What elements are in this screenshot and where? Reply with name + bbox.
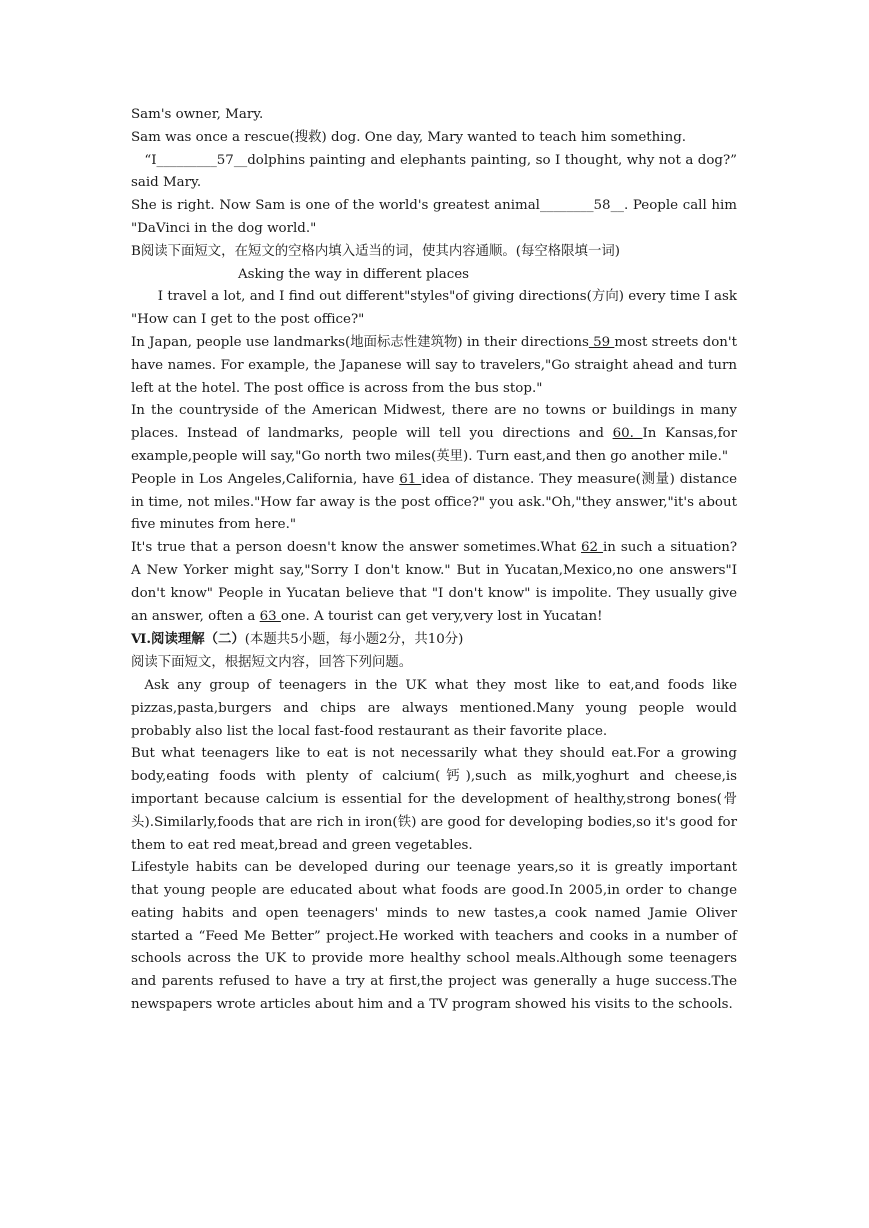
blank-58[interactable]: ________58__ (539, 198, 624, 214)
text-segment: . People call him "DaVinci in the dog world." (131, 198, 737, 236)
paragraph-q62-q63 (131, 537, 737, 628)
blank-62[interactable]: 62 (581, 540, 604, 556)
blank-59[interactable]: 59 (588, 334, 615, 350)
text-segment: idea of distance. They measure(测量) distance in time, not miles."How far away is the post office?" you ask."Oh,"they answer,"it's about five minutes from here." (131, 471, 737, 533)
passage-paragraph: But what teenagers like to eat is not necessarily what they should eat.For a growing body,eating foods with plenty of calcium(钙),such as milk,yoghurt and cheese,is important because calcium is essential for the development of healthy,strong bones(骨头).Similarly,foods that are rich in iron(铁) are good for developing bodies,so it's good for them to eat red meat,bread and green vegetables. (131, 746, 737, 853)
text-segment: In Japan, people use landmarks(地面标志性建筑物) in their directions (131, 334, 589, 350)
blank-60[interactable]: 60. (612, 426, 643, 442)
blank-61[interactable]: 61 (399, 471, 422, 487)
text-line: Sam was once a rescue(搜救) dog. One day, Mary wanted to teach him something. (131, 129, 687, 145)
section-heading-note: (本题共5小题，每小题2分，共10分) (244, 632, 464, 648)
text-segment: It's true that a person doesn't know the answer sometimes.What (131, 540, 582, 556)
blank-63[interactable]: 63 (259, 608, 281, 624)
paragraph-q57 (131, 150, 737, 196)
text-segment: “I (144, 152, 157, 168)
text-segment: one. A tourist can get very,very lost in Yucatan! (280, 608, 603, 624)
paragraph-q58 (131, 195, 737, 241)
document-page (131, 104, 737, 1017)
text-segment: She is right. Now Sam is one of the world's greatest animal (131, 198, 540, 214)
text-segment: in such a situation? A New Yorker might say,"Sorry I don't know." But in Yucatan,Mexico,no one answers"I don't know" People in Yucatan believe that "I don't know" is impolite. They usually give an answer, often a (131, 540, 738, 624)
blank-57[interactable]: _________57__ (156, 152, 248, 168)
text-segment: dolphins painting and elephants painting, so I thought, why not a dog?” said Mary. (131, 152, 737, 191)
paragraph-q61 (131, 469, 737, 537)
text-segment: most streets don't have names. For example, the Japanese will say to travelers,"Go straight ahead and turn left at the hotel. The post office is across from the bus stop." (131, 334, 737, 396)
text-segment: People in Los Angeles,California, have (131, 471, 400, 487)
section-vi-instruction: 阅读下面短文，根据短文内容，回答下列问题。 (131, 655, 413, 671)
paragraph-q60 (131, 400, 737, 468)
section-b-instruction: B阅读下面短文，在短文的空格内填入适当的词，使其内容通顺。(每空格限填一词) (131, 243, 620, 259)
section-vi-heading (131, 628, 737, 652)
text-segment: In the countryside of the American Midwest, there are no towns or buildings in many places. Instead of landmarks, people will tell you directions and (131, 403, 737, 442)
passage-paragraph: Ask any group of teenagers in the UK what they most like to eat,and foods like pizzas,pasta,burgers and chips are always mentioned.Many young people would probably also list the local fast-food restaurant as their favorite place. (131, 677, 737, 739)
text-line: Sam's owner, Mary. (131, 107, 264, 122)
passage-paragraph: Lifestyle habits can be developed during our teenage years,so it is greatly important that young people are educated about what foods are good.In 2005,in order to change eating habits and open teenagers' minds to new tastes,a cook named Jamie Oliver started a “Feed Me Better” project.He worked with teachers and cooks in a number of schools across the UK to provide more healthy school meals.Although some teenagers and parents refused to have a try at first,the project was generally a huge success.The newspapers wrote articles about him and a TV program showed his visits to the schools. (131, 860, 737, 1013)
passage-paragraph: I travel a lot, and I find out different"styles"of giving directions(方向) every time I ask "How can I get to the post office?" (131, 289, 737, 328)
paragraph-q59 (131, 332, 737, 400)
text-segment: In Kansas,for example,people will say,"Go north two miles(英里). Turn east,and then go another mile." (131, 426, 737, 464)
section-heading-bold: Ⅵ.阅读理解（二） (131, 631, 245, 648)
passage-title: Asking the way in different places (238, 266, 470, 282)
